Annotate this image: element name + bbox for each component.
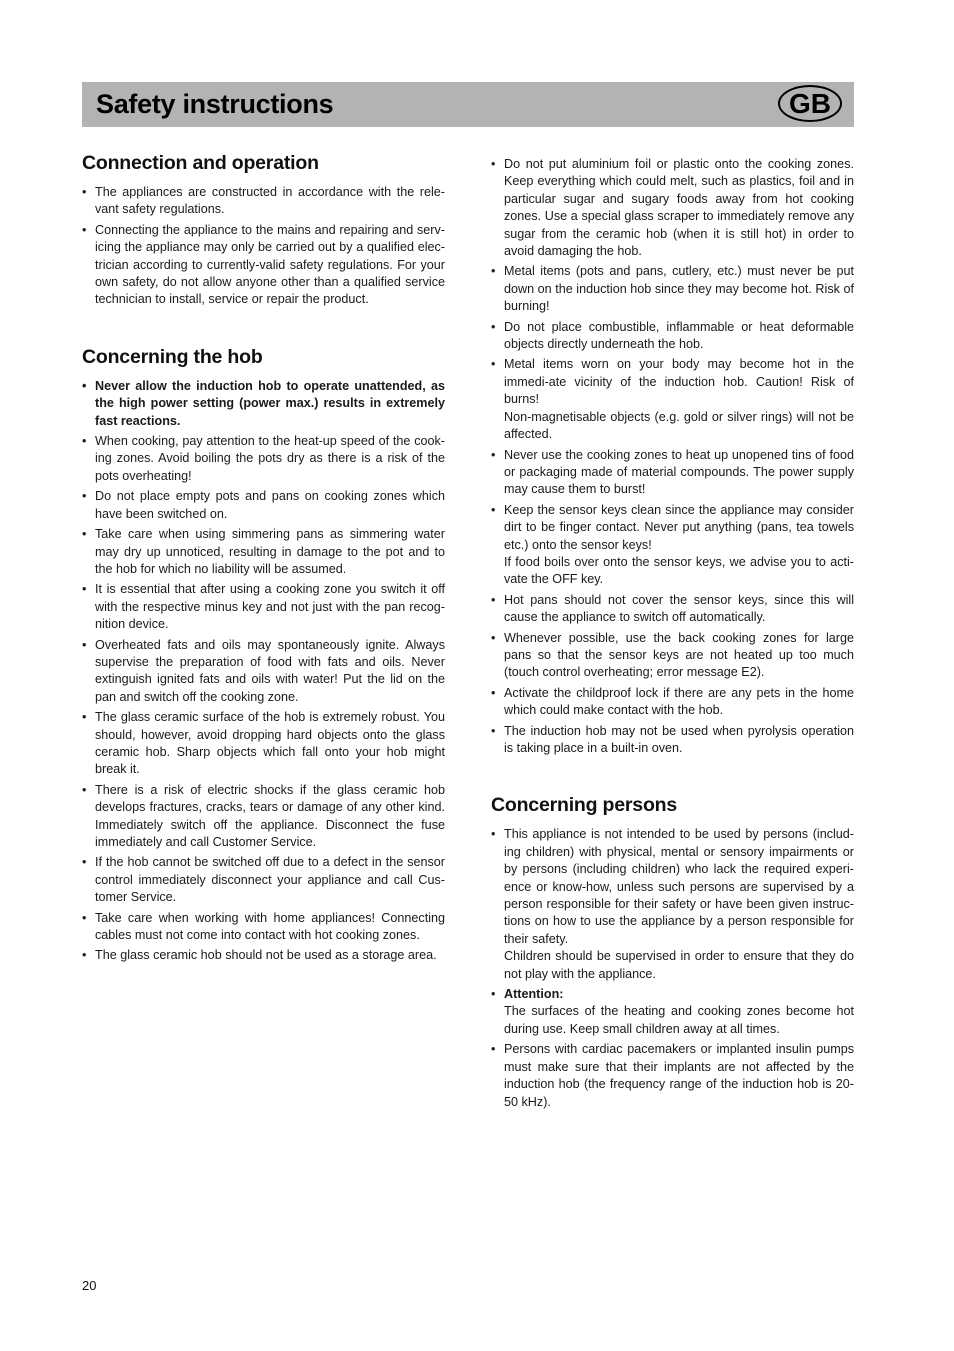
section-heading-persons: Concerning persons bbox=[491, 794, 678, 817]
header-bar bbox=[82, 82, 854, 127]
list-item: • Connecting the appliance to the mains and repairing and serv-icing the appliance may only be carried out by a qualified elec-trician according to currently-valid safety regulations. For your own safety, do not allow anyone other than a qualified service technician to install, service or repair the product. bbox=[82, 222, 445, 309]
list-item: • The glass ceramic hob should not be used as a storage area. bbox=[82, 947, 445, 964]
list-item: • The induction hob may not be used when pyrolysis operation is taking place in a built-in oven. bbox=[491, 723, 854, 758]
page-title: Safety instructions bbox=[96, 89, 334, 119]
list-item: • Overheated fats and oils may spontaneously ignite. Always supervise the preparation of food with fats and oils. Never extinguish ignited fats and oils with water! Put the lid on the pan and switch off the cooking zone. bbox=[82, 637, 445, 707]
list-item-warning: • Never allow the induction hob to operate unattended, as the high power setting (power max.) results in extremely fast reactions. bbox=[82, 378, 445, 430]
persons-list bbox=[491, 826, 854, 1111]
list-item: • Persons with cardiac pacemakers or implanted insulin pumps must make sure that their implants are not affected by the induction hob (the frequency range of the induction hob is 20-50 kHz). bbox=[491, 1041, 854, 1111]
list-item: • Never use the cooking zones to heat up unopened tins of food or packaging made of material compounds. The power supply may cause them to burst! bbox=[491, 447, 854, 499]
list-item: • This appliance is not intended to be used by persons (includ-ing children) with physical, mental or sensory impairments or by persons (including children) who lack the required experi-ence or know-how, unless such persons are supervised by a person responsible for their safety or have been given instruc-tions on how to use the appliance by a person responsible for their safety. Children should be supervised in order to ensure that they do not play with the appliance. bbox=[491, 826, 854, 983]
list-item: • Whenever possible, use the back cooking zones for large pans so that the sensor keys are not heated up too much (touch control overheating; error message E2). bbox=[491, 630, 854, 682]
hob-list-continued bbox=[491, 156, 854, 757]
list-item: • Hot pans should not cover the sensor keys, since this will cause the appliance to switch off automatically. bbox=[491, 592, 854, 627]
list-item: • The glass ceramic surface of the hob is extremely robust. You should, however, avoid dropping hard objects onto the glass ceramic hob. Sharp objects which fall onto your hob might break it. bbox=[82, 709, 445, 779]
section-heading-connection: Connection and operation bbox=[82, 152, 319, 174]
list-item: • Activate the childproof lock if there are any pets in the home which could make contact with the hob. bbox=[491, 685, 854, 720]
list-item: • When cooking, pay attention to the heat-up speed of the cook-ing zones. Avoid boiling the pots dry as there is a risk of the pots overheating! bbox=[82, 433, 445, 485]
list-item: • If the hob cannot be switched off due to a defect in the sensor control immediately disconnect your appliance and call Cus-tomer Service. bbox=[82, 854, 445, 906]
right-column bbox=[491, 156, 854, 1114]
list-item: • Do not place combustible, inflammable or heat deformable objects directly underneath the hob. bbox=[491, 319, 854, 354]
list-item: • Keep the sensor keys clean since the appliance may consider dirt to be finger contact. Never put anything (pans, tea towels etc.) onto the sensor keys! If food boils over onto the sensor keys, we advise you to acti-vate the OFF key. bbox=[491, 502, 854, 589]
list-item: • Metal items worn on your body may become hot in the immedi-ate vicinity of the induction hob. Caution! Risk of burns! Non-magnetisable objects (e.g. gold or silver rings) will not be affected. bbox=[491, 356, 854, 443]
list-item: • Do not put aluminium foil or plastic onto the cooking zones. Keep everything which could melt, such as plastics, foil and in particular sugar and sugary foods away from hot cooking zones. Use a special glass scraper to immediately remove any sugar from the ceramic hob (when it is still hot) in order to avoid damaging the hob. bbox=[491, 156, 854, 260]
section-heading-hob: Concerning the hob bbox=[82, 345, 263, 368]
page-number: 20 bbox=[82, 1278, 97, 1293]
left-column bbox=[82, 152, 445, 968]
list-item: • Metal items (pots and pans, cutlery, etc.) must never be put down on the induction hob since they may become hot. Risk of burning! bbox=[491, 263, 854, 315]
list-item: • Do not place empty pots and pans on cooking zones which have been switched on. bbox=[82, 488, 445, 523]
connection-list bbox=[82, 184, 445, 309]
list-item: • It is essential that after using a cooking zone you switch it off with the respective minus key and not just with the pan recog-nition device. bbox=[82, 581, 445, 633]
list-item: • There is a risk of electric shocks if the glass ceramic hob develops fractures, cracks, tears or damage of any other kind. Immediately switch off the appliance. Disconnect the fuse immediately and call Customer Service. bbox=[82, 782, 445, 852]
language-badge: GB bbox=[778, 85, 842, 122]
list-item: • Take care when working with home appliances! Connecting cables must not come into contact with hot cooking zones. bbox=[82, 910, 445, 945]
list-item: • The appliances are constructed in accordance with the rele-vant safety regulations. bbox=[82, 184, 445, 219]
attention-label: • Attention: bbox=[504, 987, 564, 1002]
list-item: • Take care when using simmering pans as simmering water may dry up unnoticed, resulting in damage to the pot and to the hob for which no liability will be assumed. bbox=[82, 526, 445, 578]
list-item-attention: • Attention: The surfaces of the heating and cooking zones become hot during use. Keep small children away at all times. bbox=[491, 986, 854, 1038]
hob-list bbox=[82, 378, 445, 965]
